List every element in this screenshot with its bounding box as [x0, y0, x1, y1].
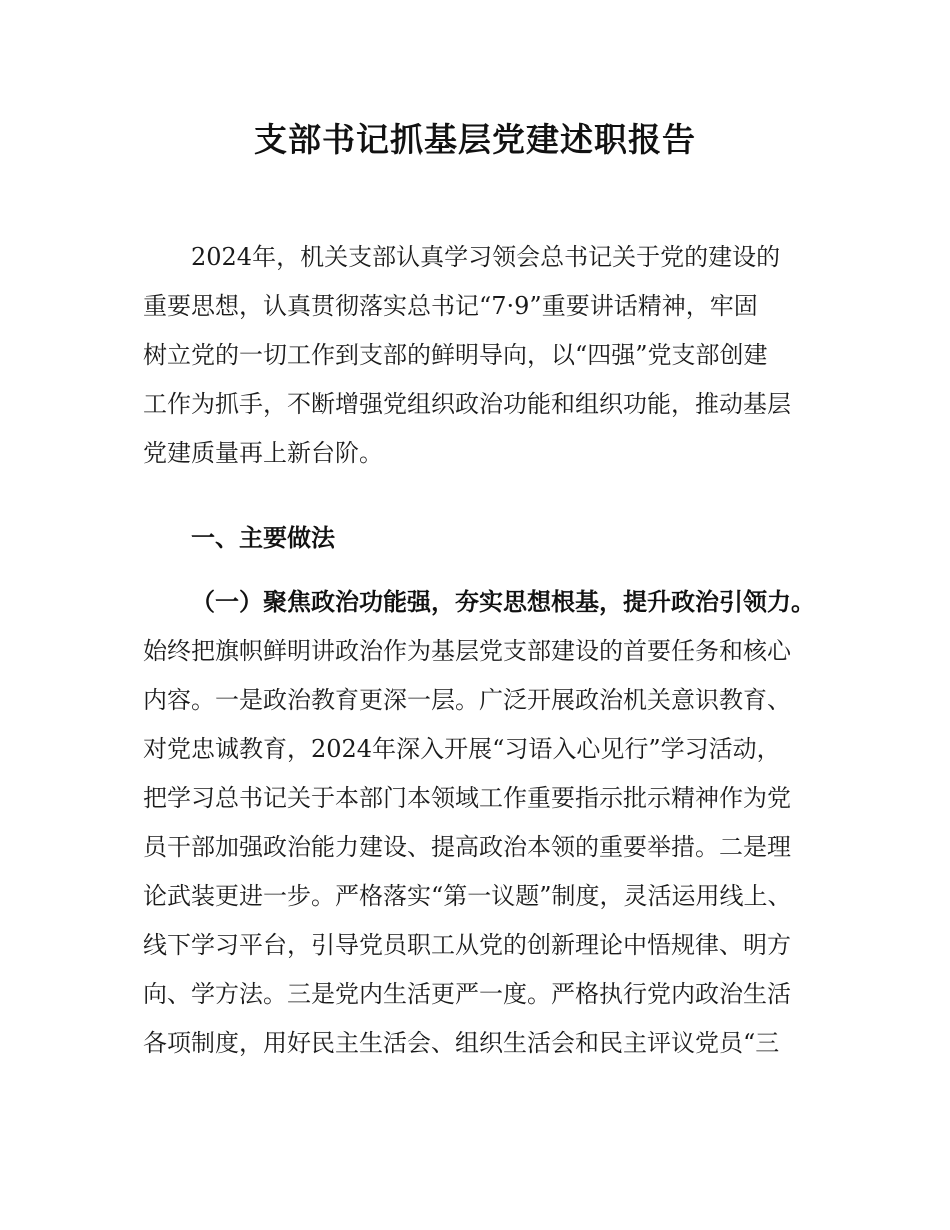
document-title: 支部书记抓基层党建述职报告 — [254, 120, 696, 159]
paragraph-line: 各项制度，用好民主生活会、组织生活会和民主评议党员“三 — [143, 1029, 780, 1057]
paragraph-line: 重要思想，认真贯彻落实总书记“7·9”重要讲话精神，牢固 — [143, 292, 758, 320]
paragraph-line: 把学习总书记关于本部门本领域工作重要指示批示精神作为党 — [143, 784, 791, 812]
subsection-paragraph — [143, 578, 843, 1068]
paragraph-line: 向、学方法。三是党内生活更严一度。严格执行党内政治生活 — [143, 980, 791, 1008]
paragraph-line: 论武装更进一步。严格落实“第一议题”制度，灵活运用线上、 — [143, 882, 792, 910]
paragraph-line: 线下学习平台，引导党员职工从党的创新理论中悟规律、明方 — [143, 931, 791, 959]
paragraph-line: 树立党的一切工作到支部的鲜明导向，以“四强”党支部创建 — [143, 341, 768, 369]
paragraph-line: 对党忠诚教育，2024年深入开展“习语入心见行”学习活动， — [143, 735, 781, 763]
paragraph-line: 员干部加强政治能力建设、提高政治本领的重要举措。二是理 — [143, 833, 791, 861]
paragraph-line: 2024年，机关支部认真学习领会总书记关于党的建设的 — [191, 243, 781, 271]
paragraph-line: 工作为抓手，不断增强党组织政治功能和组织功能，推动基层 — [143, 390, 791, 418]
section-heading: 一、主要做法 — [191, 524, 335, 552]
paragraph-line: 党建质量再上新台阶。 — [143, 439, 383, 467]
paragraph-line: 内容。一是政治教育更深一层。广泛开展政治机关意识教育、 — [143, 686, 791, 714]
subsection-heading: （一）聚焦政治功能强，夯实思想根基，提升政治引领力。 — [191, 588, 815, 616]
section-heading-block — [143, 514, 843, 563]
paragraph-line: 始终把旗帜鲜明讲政治作为基层党支部建设的首要任务和核心 — [143, 637, 791, 665]
intro-paragraph — [143, 233, 843, 478]
